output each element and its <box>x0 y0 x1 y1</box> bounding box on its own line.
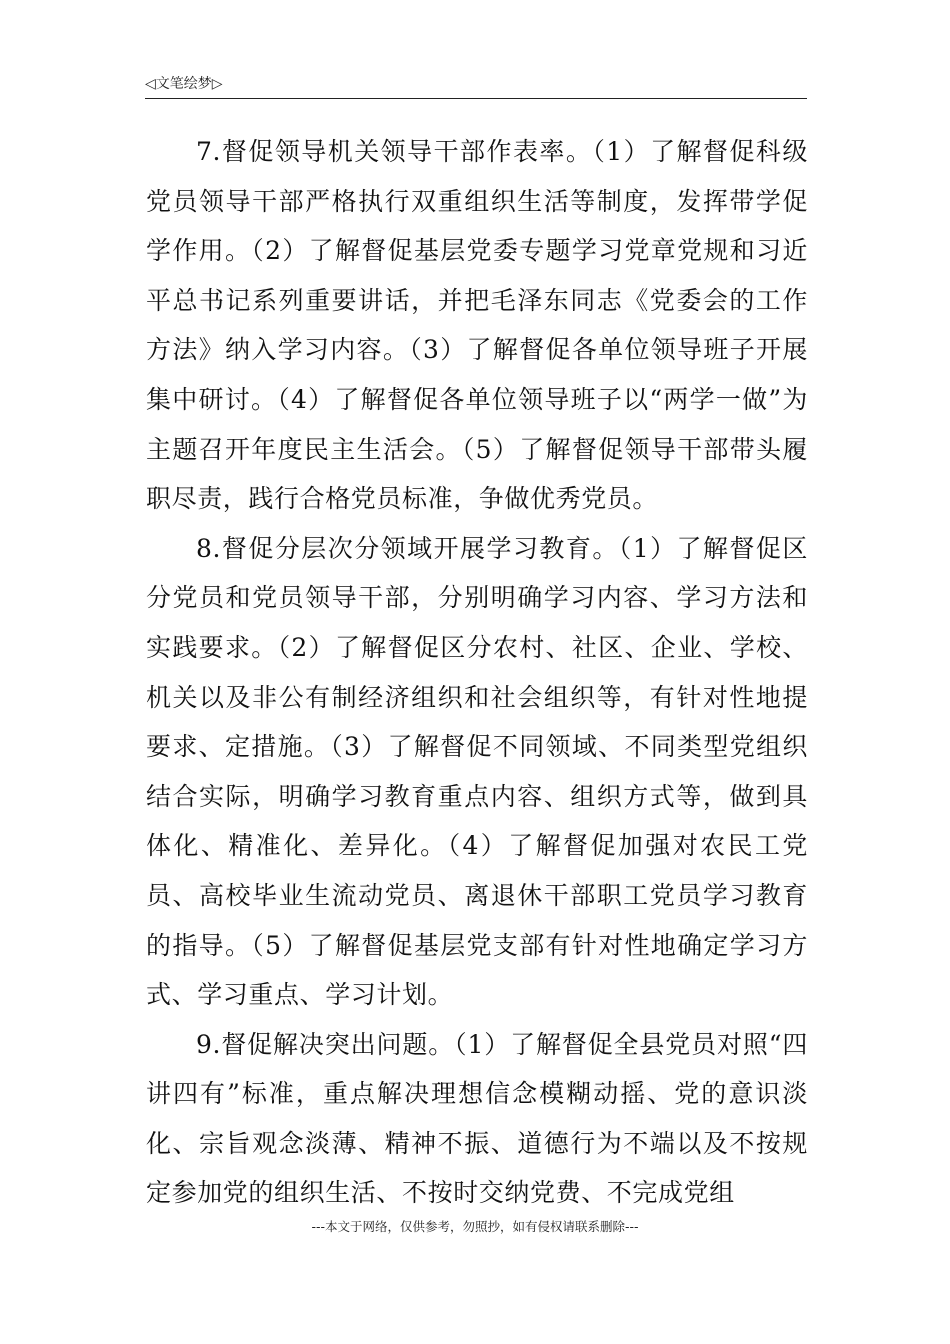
paragraph-8: 8.督促分层次分领域开展学习教育。（1）了解督促区分党员和党员领导干部，分别明确学习内容、学习方法和实践要求。（2）了解督促区分农村、社区、企业、学校、机关以及非公有制经济组织和社会组织等，有针对性地提要求、定措施。（3）了解督促不同领域、不同类型党组织结合实际，明确学习教育重点内容、组织方式等，做到具体化、精准化、差异化。（4）了解督促加强对农民工党员、高校毕业生流动党员、离退休干部职工党员学习教育的指导。（5）了解督促基层党支部有针对性地确定学习方式、学习重点、学习计划。 <box>146 533 808 1010</box>
document-body <box>146 127 808 1218</box>
page-header <box>145 74 807 99</box>
page-footer: ---本文于网络，仅供参考，勿照抄，如有侵权请联系删除--- <box>311 1219 639 1234</box>
header-title: ◁文笔绘梦▷ <box>145 76 223 92</box>
paragraph-7: 7.督促领导机关领导干部作表率。（1）了解督促科级党员领导干部严格执行双重组织生活等制度，发挥带学促学作用。（2）了解督促基层党委专题学习党章党规和习近平总书记系列重要讲话，并把毛泽东同志《党委会的工作方法》纳入学习内容。（3）了解督促各单位领导班子开展集中研讨。（4）了解督促各单位领导班子以“两学一做”为主题召开年度民主生活会。（5）了解督促领导干部带头履职尽责，践行合格党员标准，争做优秀党员。 <box>146 137 808 514</box>
paragraph-9: 9.督促解决突出问题。（1）了解督促全县党员对照“四讲四有”标准，重点解决理想信念模糊动摇、党的意识淡化、宗旨观念淡薄、精神不振、道德行为不端以及不按规定参加党的组织生活、不按时交纳党费、不完成党组 <box>146 1029 808 1208</box>
